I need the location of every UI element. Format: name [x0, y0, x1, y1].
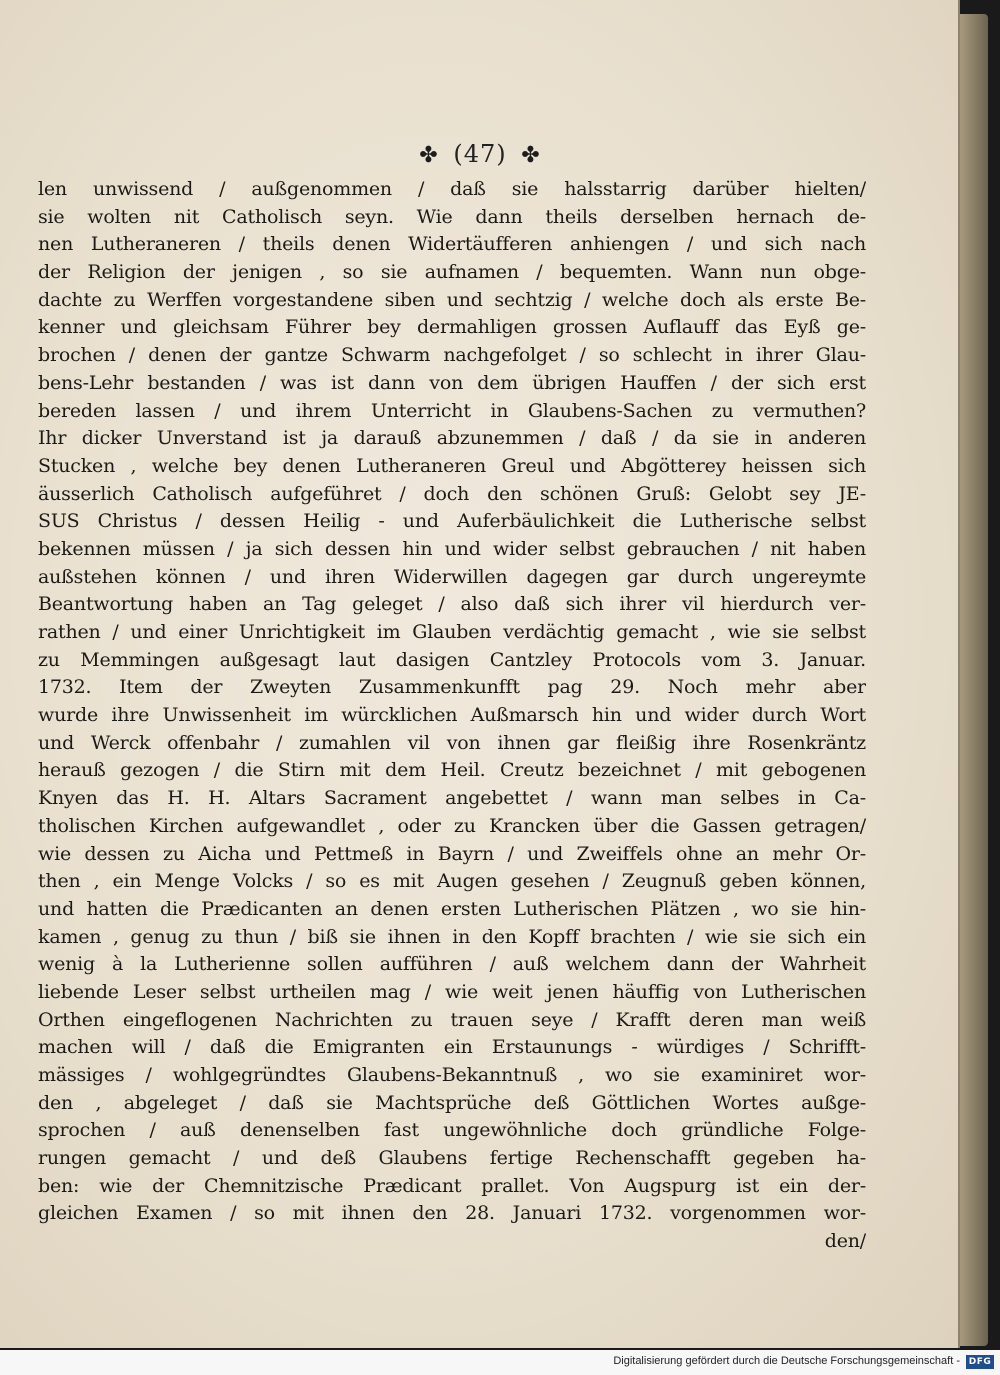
text-line: rungen gemacht / und deß Glaubens fertige Rechenschafft gegeben ha- — [38, 1147, 866, 1170]
text-line: zu Memmingen außgesagt laut dasigen Cantzley Protocols vom 3. Januar. — [38, 648, 866, 671]
text-line: Ihr dicker Unverstand ist ja darauß abzunemmen / daß / da sie in anderen — [38, 427, 866, 450]
text-line: then , ein Menge Volcks / so es mit Augen gesehen / Zeugnuß geben können, — [38, 870, 866, 893]
text-line: tholischen Kirchen aufgewandlet , oder zu Krancken über die Gassen getragen/ — [38, 814, 866, 837]
text-line: außstehen können / und ihren Widerwillen dagegen gar durch ungereymte — [38, 565, 866, 588]
text-line: brochen / denen der gantze Schwarm nachgefolget / so schlecht in ihrer Glau- — [38, 344, 866, 367]
page-header — [0, 140, 960, 168]
text-line: den/ — [824, 1230, 866, 1253]
footer-bar — [0, 1350, 1000, 1375]
text-line: Knyen das H. H. Altars Sacrament angebettet / wann man selbes in Ca- — [38, 787, 866, 810]
footer-credit: Digitalisierung gefördert durch die Deutsche Forschungsgemeinschaft - — [613, 1355, 960, 1367]
text-line: den , abgeleget / daß sie Machtsprüche deß Göttlichen Wortes außge- — [38, 1091, 866, 1114]
text-line: liebende Leser selbst urtheilen mag / wie weit jenen häuffig von Lutherischen — [38, 980, 866, 1003]
text-line: 1732. Item der Zweyten Zusammenkunfft pag 29. Noch mehr aber — [38, 676, 866, 699]
text-line: ben: wie der Chemnitzische Prædicant prallet. Von Augspurg ist ein der- — [38, 1174, 866, 1197]
text-line: sie wolten nit Catholisch seyn. Wie dann theils derselben hernach de- — [38, 205, 866, 228]
text-line: herauß gezogen / die Stirn mit dem Heil. Creutz bezeichnet / mit gebogenen — [38, 759, 866, 782]
text-line: SUS Christus / dessen Heilig - und Auferbäulichkeit die Lutherische selbst — [38, 510, 866, 533]
text-line: kenner und gleichsam Führer bey dermahligen grossen Auflauff das Eyß ge- — [38, 316, 866, 339]
text-line: rathen / und einer Unrichtigkeit im Glauben verdächtig gemacht , wie sie selbst — [38, 621, 866, 643]
text-line: wurde ihre Unwissenheit im würcklichen Außmarsch hin und wider durch Wort — [38, 704, 866, 727]
text-line: dachte zu Werffen vorgestandene siben und sechtzig / welche doch als erste Be- — [38, 288, 866, 311]
text-line: wenig à la Lutherienne sollen aufführen / auß welchem dann der Wahrheit — [38, 953, 866, 976]
text-line: kamen , genug zu thun / biß sie ihnen in den Kopff brachten / wie sie sich ein — [38, 925, 866, 948]
text-line: nen Lutheraneren / theils denen Widertäufferen anhiengen / und sich nach — [38, 233, 866, 256]
text-line: machen will / daß die Emigranten ein Erstaunungs - würdiges / Schrifft- — [38, 1036, 866, 1059]
ornament-right-icon: ✤ — [521, 143, 541, 168]
text-line: und Werck offenbahr / zumahlen vil von ihnen gar fleißig ihre Rosenkräntz — [38, 731, 866, 754]
text-line: bereden lassen / und ihrem Unterricht in Glaubens-Sachen zu vermuthen? — [38, 399, 866, 422]
text-line: Orthen eingeflogenen Nachrichten zu trauen seye / Krafft deren man weiß — [38, 1008, 866, 1031]
dfg-logo-icon: DFG — [966, 1355, 994, 1369]
page-number: (47) — [453, 140, 507, 168]
text-line: len unwissend / außgenommen / daß sie halsstarrig darüber hielten/ — [38, 178, 866, 200]
text-line: gleichen Examen / so mit ihnen den 28. Januari 1732. vorgenommen wor- — [38, 1202, 866, 1225]
text-line: äusserlich Catholisch aufgeführet / doch den schönen Gruß: Gelobt sey JE- — [38, 482, 866, 505]
text-line: mässiges / wohlgegründtes Glaubens-Bekanntnuß , wo sie examiniret wor- — [38, 1064, 866, 1086]
text-line: und hatten die Prædicanten an denen ersten Lutherischen Plätzen , wo sie hin- — [38, 897, 866, 920]
text-line: bekennen müssen / ja sich dessen hin und wider selbst gebrauchen / nit haben — [38, 537, 866, 560]
text-line: Beantwortung haben an Tag geleget / also daß sich ihrer vil hierdurch ver- — [38, 593, 866, 616]
text-line: wie dessen zu Aicha und Pettmeß in Bayrn / und Zweiffels ohne an mehr Or- — [38, 842, 866, 865]
text-line: bens-Lehr bestanden / was ist dann von dem übrigen Hauffen / der sich erst — [38, 371, 866, 394]
text-line: Stucken , welche bey denen Lutheraneren Greul und Abgötterey heissen sich — [38, 454, 866, 477]
text-line: sprochen / auß denenselben fast ungewöhnliche doch gründliche Folge- — [38, 1119, 866, 1142]
ornament-left-icon: ✤ — [419, 143, 439, 168]
body-text — [38, 176, 866, 1256]
text-line: der Religion der jenigen , so sie aufnamen / bequemten. Wann nun obge- — [38, 261, 866, 284]
